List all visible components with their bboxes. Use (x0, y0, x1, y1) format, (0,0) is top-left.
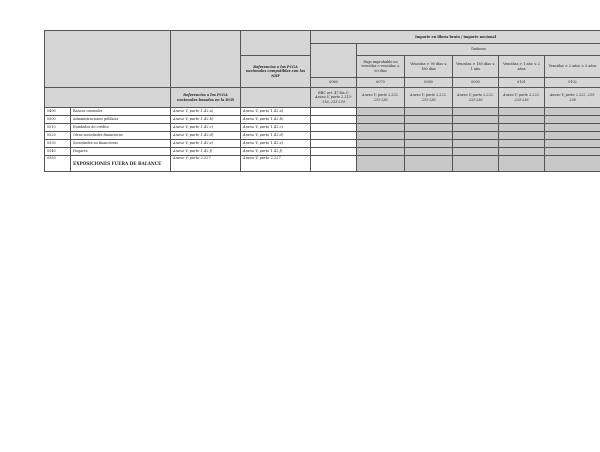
table-row (45, 140, 600, 148)
ref-nif-header-top (241, 31, 311, 56)
col-label-0: Pago improbable no vencidas o vencidas ≤ 90 días (357, 56, 405, 78)
row-ref-ngca: Anexo V, parte 1.42.b) (171, 116, 241, 124)
data-cell (405, 116, 453, 124)
row-code: 0550 (45, 156, 71, 172)
table-row (45, 108, 600, 116)
group-header: Importe en libros bruto / importe nocional (311, 31, 600, 44)
col-code-2: 0090 (453, 78, 499, 88)
data-cell (499, 148, 545, 156)
data-cell (545, 148, 600, 156)
data-cell (405, 108, 453, 116)
data-cell (357, 108, 405, 116)
data-cell (545, 156, 600, 172)
row-label: Entidades de crédito (71, 124, 171, 132)
row-ref-nif: Anexo V, parte 1.42.e) (241, 140, 311, 148)
row-code: 0520 (45, 132, 71, 140)
data-cell (499, 108, 545, 116)
data-cell (499, 116, 545, 124)
data-cell (357, 140, 405, 148)
col-code-0: 0070 (357, 78, 405, 88)
row-ref-ngca: Anexo V, parte 1.42.f) (171, 148, 241, 156)
blank-nif (241, 88, 311, 108)
data-cell (453, 116, 499, 124)
col-code-3: 0101 (499, 78, 545, 88)
ref-nif-header: Referencias a los PCGA nacionales compatibles con las NIIF (241, 56, 311, 88)
data-cell (453, 156, 499, 172)
col-code-1: 0080 (405, 78, 453, 88)
data-cell (499, 140, 545, 148)
row-ref-nif: Anexo V, parte 1.42.c) (241, 124, 311, 132)
table-sheet (44, 30, 600, 172)
row-label: Hogares (71, 148, 171, 156)
table-row (45, 132, 600, 140)
row-code: 0540 (45, 148, 71, 156)
data-cell (545, 116, 600, 124)
col-label-2: Vencidas > 180 días ≤ 1 año (453, 56, 499, 78)
data-cell (405, 140, 453, 148)
data-cell[interactable] (311, 108, 357, 116)
row-label: Administraciones públicas (71, 116, 171, 124)
ref-col-3: Anexo V, parte 2.222, 233-236 (499, 88, 545, 108)
ref-col-2: Anexo V, parte 2.222, 233-236 (453, 88, 499, 108)
blank-row-left (45, 88, 171, 108)
ref-ngca-label: Referencias a los PCGA nacionales basadas en la DCB (171, 88, 241, 108)
row-code: 0490 (45, 108, 71, 116)
row-ref-nif: Anexo V, parte 1.42.d) (241, 132, 311, 140)
blank-header (311, 44, 357, 78)
data-cell[interactable] (311, 156, 357, 172)
table-row (45, 148, 600, 156)
col-label-4: Vencidas > 2 años ≤ 5 años (545, 56, 600, 78)
row-ref-nif: Anexo V, parte 2.227 (241, 156, 311, 172)
row-code: 0530 (45, 140, 71, 148)
row-ref-nif: Anexo V, parte 1.42.b) (241, 116, 311, 124)
data-cell[interactable] (311, 140, 357, 148)
data-cell (357, 124, 405, 132)
ref-col-4: Anexo V, parte 2.222, 233-236 (545, 88, 600, 108)
data-cell (453, 140, 499, 148)
data-cell (453, 124, 499, 132)
row-code: 0510 (45, 124, 71, 132)
data-cell[interactable] (311, 116, 357, 124)
data-cell (405, 156, 453, 172)
data-cell (453, 148, 499, 156)
col-code-4: 0102 (545, 78, 600, 88)
corner-cell (45, 31, 171, 88)
row-label: Sociedades no financieras (71, 140, 171, 148)
data-cell (357, 156, 405, 172)
fuera-balance-table (44, 30, 600, 172)
row-ref-ngca: Anexo V, parte 1.42.a) (171, 108, 241, 116)
row-label: EXPOSICIONES FUERA DE BALANCE (71, 156, 171, 172)
data-cell (499, 124, 545, 132)
data-cell[interactable] (311, 124, 357, 132)
data-cell (499, 156, 545, 172)
data-cell (545, 108, 600, 116)
row-label: Bancos centrales (71, 108, 171, 116)
col-label-3: Vencidas > 1 año ≤ 2 años (499, 56, 545, 78)
table-row (45, 124, 600, 132)
data-cell (405, 148, 453, 156)
ref-ngca-header (171, 31, 241, 88)
data-cell (405, 124, 453, 132)
data-cell[interactable] (311, 132, 357, 140)
row-ref-nif: Anexo V, parte 1.42.a) (241, 108, 311, 116)
table-row-total (45, 156, 600, 172)
subgroup-header: Dudosos (357, 44, 600, 56)
data-cell (357, 132, 405, 140)
data-cell (357, 116, 405, 124)
row-label: Otras sociedades financieras (71, 132, 171, 140)
data-cell (545, 140, 600, 148)
ref-col-1: Anexo V, parte 2.222, 233-236 (405, 88, 453, 108)
data-cell (357, 148, 405, 156)
row-ref-ngca: Anexo V, parte 1.42.d) (171, 132, 241, 140)
row-ref-nif: Anexo V, parte 1.42.f) (241, 148, 311, 156)
data-cell (499, 132, 545, 140)
data-cell (545, 124, 600, 132)
data-cell (405, 132, 453, 140)
row-ref-ngca: Anexo V, parte 2.227 (171, 156, 241, 172)
col-code-first: 0060 (311, 78, 357, 88)
data-cell (453, 108, 499, 116)
table-row (45, 116, 600, 124)
ref-col-0: Anexo V, parte 2.232, 233-236 (357, 88, 405, 108)
data-cell (453, 132, 499, 140)
ref-first-1: RBC art. 47 bis.3; Anexo V, parte 2.213-216, 233-239 (311, 88, 357, 108)
data-cell (545, 132, 600, 140)
row-ref-ngca: Anexo V, parte 1.42.e) (171, 140, 241, 148)
data-cell[interactable] (311, 148, 357, 156)
col-label-1: Vencidas > 90 días ≤ 180 días (405, 56, 453, 78)
row-code: 0500 (45, 116, 71, 124)
row-ref-ngca: Anexo V, parte 1.42.c) (171, 124, 241, 132)
